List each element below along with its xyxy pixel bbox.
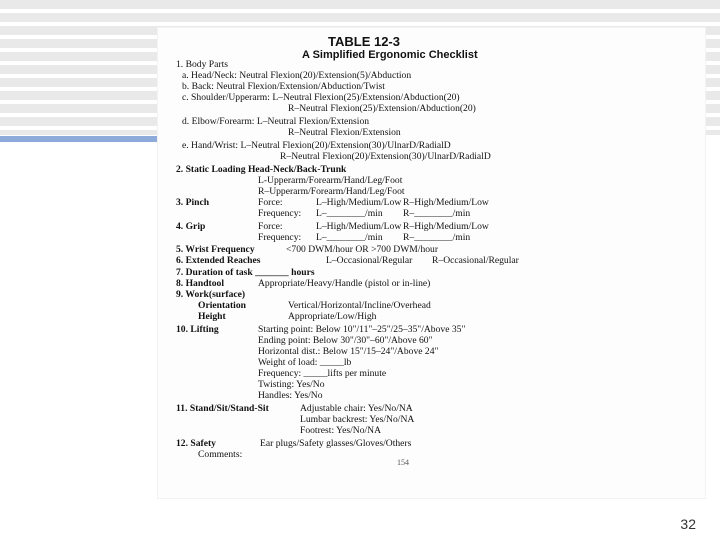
checklist-line: Vertical/Horizontal/Incline/Overhead [288,300,431,311]
checklist-line: L–Occasional/Regular [326,255,413,266]
checklist-line: e. Hand/Wrist: L–Neutral Flexion(20)/Extension(30)/UlnarD/RadialD [182,140,451,151]
checklist-line: L–High/Medium/Low [316,221,402,232]
checklist-line: R–Neutral Flexion/Extension [288,127,401,138]
checklist-line: Ending point: Below 30"/30"–60"/Above 60" [258,335,433,346]
checklist-line: <700 DWM/hour OR >700 DWM/hour [286,244,439,255]
checklist-line: Frequency: [258,232,302,243]
checklist-line: Force: [258,221,283,232]
checklist-line: 10. Lifting [176,324,219,335]
checklist-line: R–Neutral Flexion(20)/Extension(30)/UlnarD/RadialD [280,151,491,162]
checklist-line: Adjustable chair: Yes/No/NA [300,403,413,414]
checklist-line: R–Upperarm/Forearm/Hand/Leg/Foot [258,186,405,197]
accent-bar [0,136,158,142]
checklist-line: 11. Stand/Sit/Stand-Sit [176,403,269,414]
checklist-line: R–High/Medium/Low [403,221,489,232]
checklist-line: R–________/min [403,232,471,243]
checklist-line: L–________/min [316,208,383,219]
checklist-line: 7. Duration of task _______ hours [176,267,315,278]
checklist-line: 8. Handtool [176,278,224,289]
checklist-line: 4. Grip [176,221,206,232]
checklist-line: Comments: [198,449,243,460]
checklist-line: Footrest: Yes/No/NA [300,425,382,436]
checklist-line: Lumbar backrest: Yes/No/NA [300,414,415,425]
checklist-line: Orientation [198,300,246,311]
checklist-line: R–________/min [403,208,471,219]
checklist-line: L–________/min [316,232,383,243]
checklist-line: Ear plugs/Safety glasses/Gloves/Others [260,438,412,449]
checklist-line: d. Elbow/Forearm: L–Neutral Flexion/Extension [182,116,370,127]
checklist-line: L–High/Medium/Low [316,197,402,208]
checklist-line: Twisting: Yes/No [258,379,325,390]
checklist-line: R–High/Medium/Low [403,197,489,208]
checklist-line: c. Shoulder/Upperarm: L–Neutral Flexion(25)/Extension/Abduction(20) [182,92,460,103]
scanned-document [158,28,705,498]
checklist-line: Starting point: Below 10"/11"–25"/25–35"/Above 35" [258,324,466,335]
checklist-line: 9. Work(surface) [176,289,246,300]
checklist-line: 2. Static Loading Head-Neck/Back-Trunk [176,164,347,175]
checklist-line: R–Occasional/Regular [432,255,519,266]
checklist-line: Force: [258,197,283,208]
checklist-line: Appropriate/Low/High [288,311,377,322]
checklist-line: Frequency: [258,208,302,219]
checklist-line: Horizontal dist.: Below 15"/15–24"/Above 24" [258,346,439,357]
slide-number: 32 [680,516,696,532]
checklist-line: a. Head/Neck: Neutral Flexion(20)/Extension(5)/Abduction [182,70,412,81]
checklist-line: Frequency: _____lifts per minute [258,368,387,379]
checklist-line: Height [198,311,226,322]
checklist-line: 3. Pinch [176,197,210,208]
checklist-line: Handles: Yes/No [258,390,323,401]
table-label: TABLE 12-3 [328,34,400,49]
checklist-line: 1. Body Parts [176,59,228,70]
checklist-line: 6. Extended Reaches [176,255,261,266]
checklist-line: Appropriate/Heavy/Handle (pistol or in-line) [258,278,431,289]
checklist-title: A Simplified Ergonomic Checklist [302,49,478,61]
page-number: 154 [397,458,409,467]
checklist-line: R–Neutral Flexion(25)/Extension/Abduction(20) [288,103,476,114]
checklist-line: 12. Safety [176,438,216,449]
checklist-line: Weight of load: _____lb [258,357,352,368]
checklist-line: 5. Wrist Frequency [176,244,255,255]
checklist-line: b. Back: Neutral Flexion/Extension/Abduction/Twist [182,81,385,92]
checklist-line: L-Upperarm/Forearm/Hand/Leg/Foot [258,175,403,186]
